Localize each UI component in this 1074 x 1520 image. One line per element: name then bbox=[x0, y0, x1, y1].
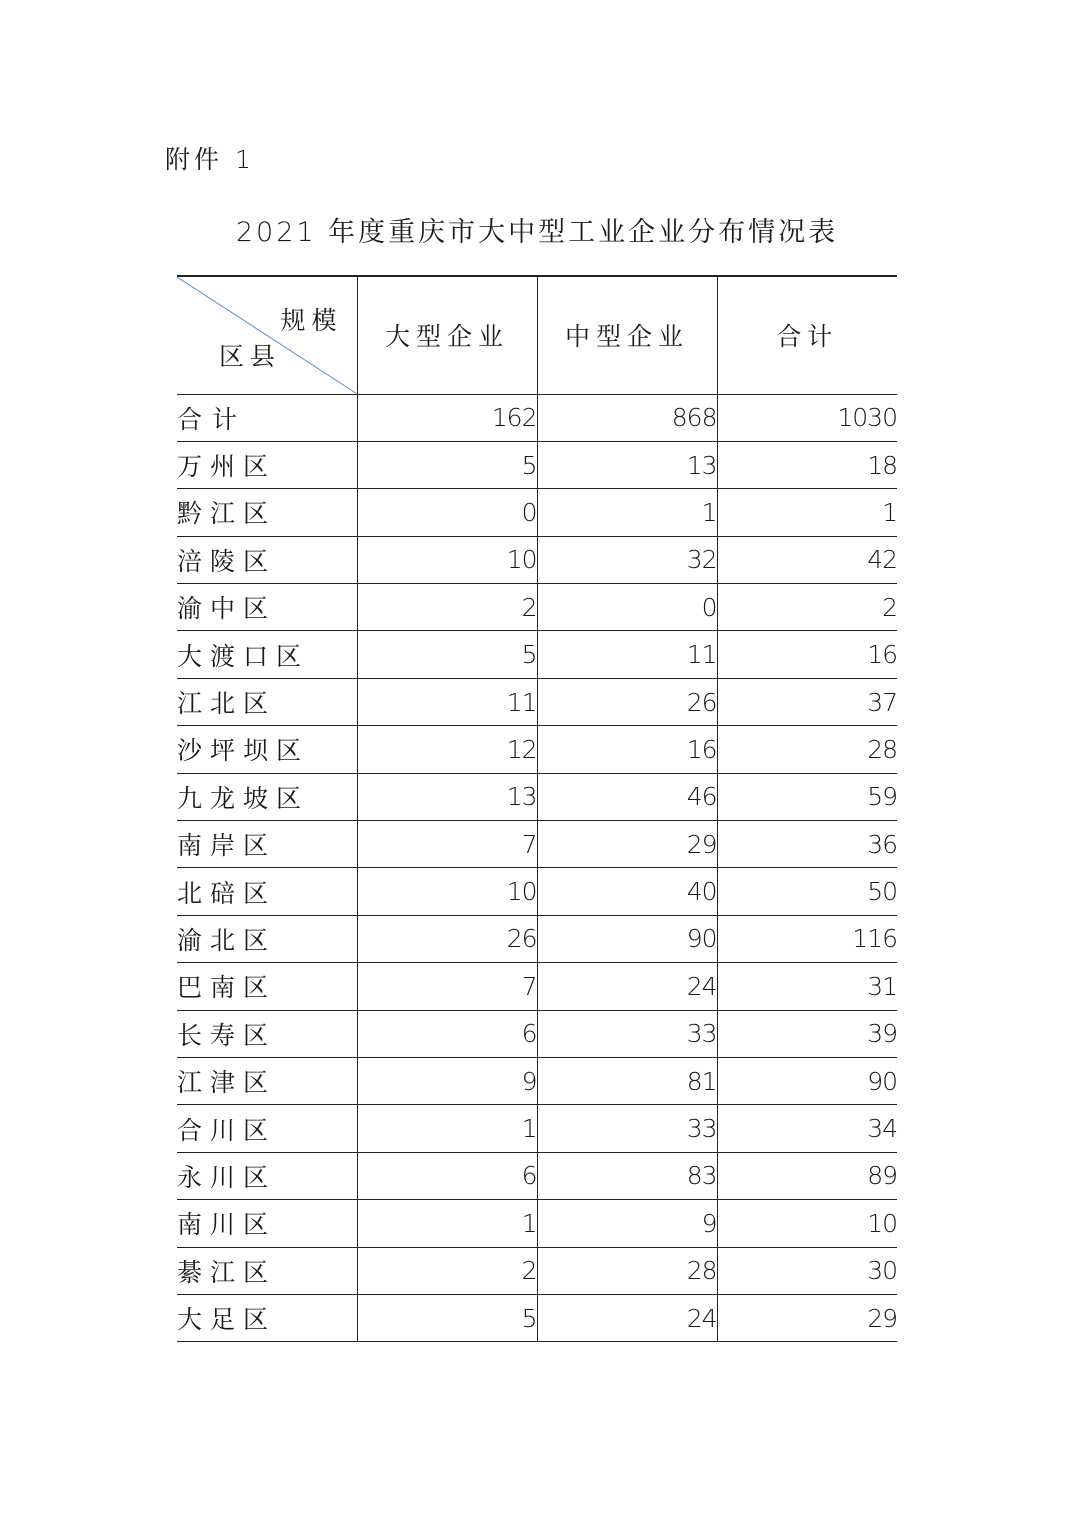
large-count: 2 bbox=[357, 1247, 537, 1294]
medium-count: 11 bbox=[537, 631, 717, 678]
district-name: 渝北区 bbox=[177, 915, 357, 962]
medium-count: 33 bbox=[537, 1010, 717, 1057]
total-count: 16 bbox=[717, 631, 897, 678]
table-row bbox=[177, 394, 897, 441]
diagonal-header-cell bbox=[177, 276, 357, 394]
district-name: 永川区 bbox=[177, 1152, 357, 1199]
large-count: 1 bbox=[357, 1200, 537, 1247]
large-count: 2 bbox=[357, 584, 537, 631]
large-count: 7 bbox=[357, 821, 537, 868]
medium-count: 33 bbox=[537, 1105, 717, 1152]
table-row bbox=[177, 1152, 897, 1199]
medium-count: 24 bbox=[537, 963, 717, 1010]
large-count: 10 bbox=[357, 868, 537, 915]
large-count: 1 bbox=[357, 1105, 537, 1152]
district-name: 长寿区 bbox=[177, 1010, 357, 1057]
total-count: 28 bbox=[717, 726, 897, 773]
medium-count: 81 bbox=[537, 1057, 717, 1104]
district-name: 江津区 bbox=[177, 1057, 357, 1104]
district-name: 大渡口区 bbox=[177, 631, 357, 678]
total-count: 10 bbox=[717, 1200, 897, 1247]
medium-count: 29 bbox=[537, 821, 717, 868]
total-header: 合计 bbox=[717, 276, 897, 394]
district-header-label: 区县 bbox=[219, 342, 282, 371]
enterprise-distribution-table bbox=[177, 275, 897, 1342]
large-count: 9 bbox=[357, 1057, 537, 1104]
table-row bbox=[177, 584, 897, 631]
district-name: 南岸区 bbox=[177, 821, 357, 868]
district-name: 黔江区 bbox=[177, 489, 357, 536]
attachment-label: 附件 1 bbox=[165, 145, 255, 174]
medium-count: 28 bbox=[537, 1247, 717, 1294]
table-row bbox=[177, 963, 897, 1010]
total-count: 1 bbox=[717, 489, 897, 536]
total-count: 30 bbox=[717, 1247, 897, 1294]
medium-count: 83 bbox=[537, 1152, 717, 1199]
table-header-row bbox=[177, 276, 897, 394]
total-count: 50 bbox=[717, 868, 897, 915]
district-name: 南川区 bbox=[177, 1200, 357, 1247]
table-row bbox=[177, 773, 897, 820]
district-name: 綦江区 bbox=[177, 1247, 357, 1294]
district-name: 江北区 bbox=[177, 678, 357, 725]
large-count: 7 bbox=[357, 963, 537, 1010]
medium-count: 90 bbox=[537, 915, 717, 962]
medium-count: 1 bbox=[537, 489, 717, 536]
table-row bbox=[177, 915, 897, 962]
medium-count: 24 bbox=[537, 1294, 717, 1341]
table-row bbox=[177, 726, 897, 773]
total-count: 34 bbox=[717, 1105, 897, 1152]
total-count: 18 bbox=[717, 441, 897, 488]
total-count: 59 bbox=[717, 773, 897, 820]
table-row bbox=[177, 1247, 897, 1294]
total-count: 36 bbox=[717, 821, 897, 868]
table-row bbox=[177, 1105, 897, 1152]
large-count: 5 bbox=[357, 631, 537, 678]
large-count: 12 bbox=[357, 726, 537, 773]
large-count: 11 bbox=[357, 678, 537, 725]
table-row bbox=[177, 821, 897, 868]
table-row bbox=[177, 1057, 897, 1104]
district-name: 北碚区 bbox=[177, 868, 357, 915]
total-count: 116 bbox=[717, 915, 897, 962]
table-row bbox=[177, 631, 897, 678]
district-name: 巴南区 bbox=[177, 963, 357, 1010]
district-name: 万州区 bbox=[177, 441, 357, 488]
table-row bbox=[177, 678, 897, 725]
district-name: 合川区 bbox=[177, 1105, 357, 1152]
large-count: 26 bbox=[357, 915, 537, 962]
total-count: 89 bbox=[717, 1152, 897, 1199]
medium-count: 0 bbox=[537, 584, 717, 631]
district-name: 渝中区 bbox=[177, 584, 357, 631]
scale-header-label: 规模 bbox=[280, 306, 343, 335]
table-row bbox=[177, 1294, 897, 1341]
large-count: 6 bbox=[357, 1010, 537, 1057]
large-count: 6 bbox=[357, 1152, 537, 1199]
medium-enterprise-header: 中型企业 bbox=[537, 276, 717, 394]
total-count: 31 bbox=[717, 963, 897, 1010]
medium-count: 46 bbox=[537, 773, 717, 820]
large-enterprise-header: 大型企业 bbox=[357, 276, 537, 394]
district-name: 大足区 bbox=[177, 1294, 357, 1341]
table-row bbox=[177, 868, 897, 915]
medium-count: 40 bbox=[537, 868, 717, 915]
large-count: 5 bbox=[357, 441, 537, 488]
district-name: 沙坪坝区 bbox=[177, 726, 357, 773]
medium-count: 26 bbox=[537, 678, 717, 725]
medium-count: 16 bbox=[537, 726, 717, 773]
medium-count: 868 bbox=[537, 394, 717, 441]
total-count: 1030 bbox=[717, 394, 897, 441]
table-row bbox=[177, 489, 897, 536]
large-count: 5 bbox=[357, 1294, 537, 1341]
medium-count: 9 bbox=[537, 1200, 717, 1247]
medium-count: 32 bbox=[537, 536, 717, 583]
total-count: 39 bbox=[717, 1010, 897, 1057]
large-count: 13 bbox=[357, 773, 537, 820]
total-count: 37 bbox=[717, 678, 897, 725]
table-row bbox=[177, 536, 897, 583]
table-row bbox=[177, 441, 897, 488]
total-count: 29 bbox=[717, 1294, 897, 1341]
total-count: 90 bbox=[717, 1057, 897, 1104]
total-count: 2 bbox=[717, 584, 897, 631]
district-name: 九龙坡区 bbox=[177, 773, 357, 820]
table-row bbox=[177, 1200, 897, 1247]
table-title: 2021 年度重庆市大中型工业企业分布情况表 bbox=[235, 217, 839, 248]
medium-count: 13 bbox=[537, 441, 717, 488]
total-count: 42 bbox=[717, 536, 897, 583]
large-count: 10 bbox=[357, 536, 537, 583]
large-count: 162 bbox=[357, 394, 537, 441]
district-name: 涪陵区 bbox=[177, 536, 357, 583]
large-count: 0 bbox=[357, 489, 537, 536]
table-row bbox=[177, 1010, 897, 1057]
district-name: 合计 bbox=[177, 394, 357, 441]
